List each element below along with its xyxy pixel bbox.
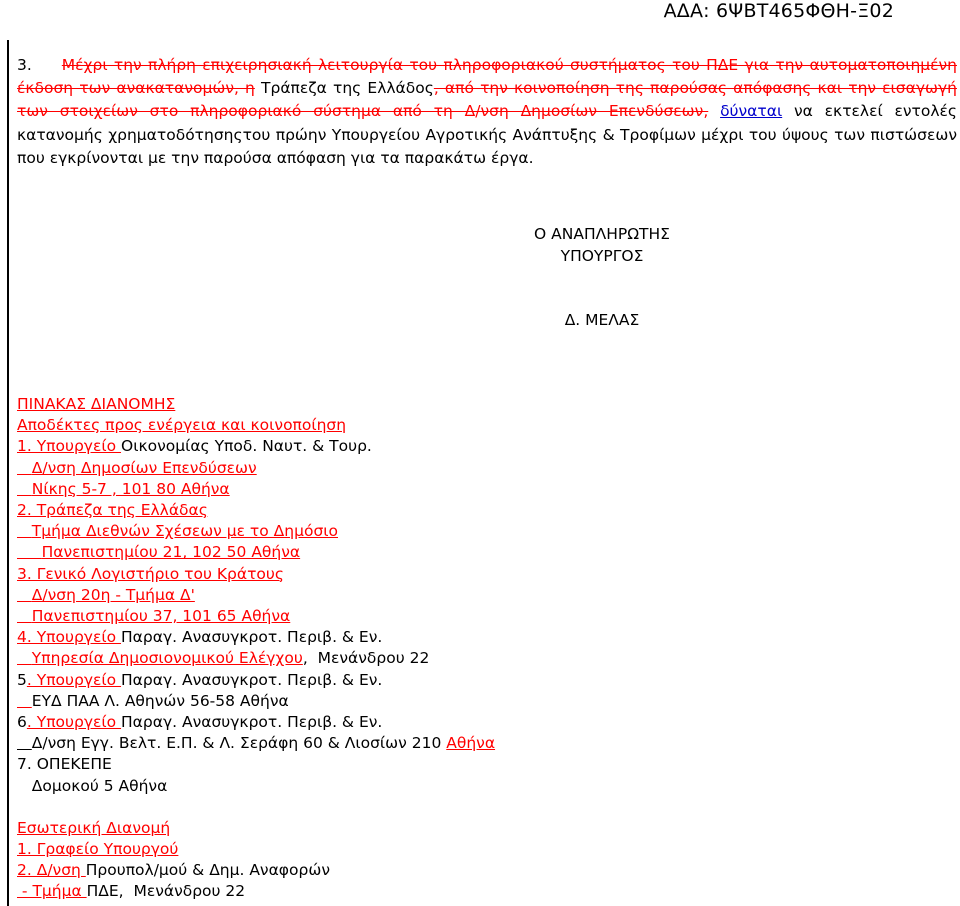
ada-code: ΑΔΑ: 6ΨΒΤ465ΦΘΗ-Ξ02	[663, 0, 894, 22]
list-item: Δ/νση 20η - Τμήμα Δ'	[31, 585, 195, 604]
distribution-title: ΠΙΝΑΚΑΣ ΔΙΑΝΟΜΗΣ	[17, 395, 176, 413]
internal-distribution-title: Εσωτερική Διανομή	[17, 818, 171, 837]
paragraph-number: 3.	[17, 56, 32, 74]
document-body	[17, 54, 958, 901]
list-item: 2. Τράπεζα της Ελλάδας	[17, 501, 208, 520]
signature-name: Δ. ΜΕΛΑΣ	[564, 311, 640, 329]
list-item: 6. Υπουργείο Παραγ. Ανασυγκροτ. Περιβ. & Εν.	[17, 713, 383, 732]
list-item: 3. Γενικό Λογιστήριο του Κράτους	[17, 564, 284, 583]
deleted-text: Μέχρι την πλήρη επιχειρησιακή λειτουργία του πληροφοριακού συστήματος του ΠΔΕ για την αυτοματοποιημένη έκδοση των ανακατανομών, η	[17, 56, 957, 98]
inserted-text: δύναται	[720, 102, 783, 121]
list-item: ΕΥΔ ΠΑΑ Λ. Αθηνών 56-58 Αθήνα	[31, 691, 289, 710]
list-item: 2. Δ/νση Προυπολ/μού & Δημ. Αναφορών	[17, 861, 330, 880]
signature-role: Ο ΑΝΑΠΛΗΡΩΤΗΣ	[534, 225, 670, 243]
list-item: Δ/νση Εγγ. Βελτ. Ε.Π. & Λ. Σεράφη 60 & Λιοσίων 210 Αθήνα	[31, 734, 496, 753]
paragraph-text-3: του πρώην Υπουργείου Αγροτικής Ανάπτυξης & Τροφίμων μέχρι του ύψους των πιστώσεων που εγκρίνονται με την παρούσα απόφαση για τα παρακάτω έργα.	[17, 125, 957, 167]
list-item: Δομοκού 5 Αθήνα	[31, 776, 168, 795]
paragraph-text-2: να εκτελεί εντολές κατανομής χρηματοδότησης	[17, 102, 958, 144]
list-item: 1. Γραφείο Υπουργού	[17, 840, 179, 859]
list-item: 4. Υπουργείο Παραγ. Ανασυγκροτ. Περιβ. & Εν.	[17, 628, 383, 647]
list-item: Πανεπιστημίου 37, 101 65 Αθήνα	[31, 607, 291, 626]
paragraph-text: Τράπεζα της Ελλάδος	[261, 79, 434, 98]
revision-bar	[7, 40, 9, 906]
signature-title: ΥΠΟΥΡΓΟΣ	[560, 247, 644, 265]
list-item: 5. Υπουργείο Παραγ. Ανασυγκροτ. Περιβ. & Εν.	[17, 670, 383, 689]
list-item: Υπηρεσία Δημοσιονομικού Ελέγχου, Μενάνδρου 22	[31, 649, 430, 668]
list-item: Πανεπιστημίου 21, 102 50 Αθήνα	[41, 543, 301, 562]
list-item: 7. ΟΠΕΚΕΠΕ	[17, 755, 112, 774]
distribution-subtitle: Αποδέκτες προς ενέργεια και κοινοποίηση	[17, 416, 347, 435]
list-item: - Τμήμα ΠΔΕ, Μενάνδρου 22	[17, 882, 246, 901]
deleted-text-2: , από την κοινοποίηση της παρούσας απόφασης και την εισαγωγή των στοιχείων στο πληροφοριακό σύστημα από τη Δ/νση Δημοσίων Επενδύσεων,	[17, 79, 957, 121]
list-item: Τμήμα Διεθνών Σχέσεων με το Δημόσιο	[31, 522, 338, 541]
paragraph-3	[17, 54, 957, 170]
list-item: Δ/νση Δημοσίων Επενδύσεων	[31, 458, 257, 477]
list-item: Νίκης 5-7 , 101 80 Αθήνα	[31, 479, 230, 498]
distribution-list	[17, 394, 957, 903]
list-item: 1. Υπουργείο Οικονομίας Υποδ. Ναυτ. & Τουρ.	[17, 437, 372, 456]
